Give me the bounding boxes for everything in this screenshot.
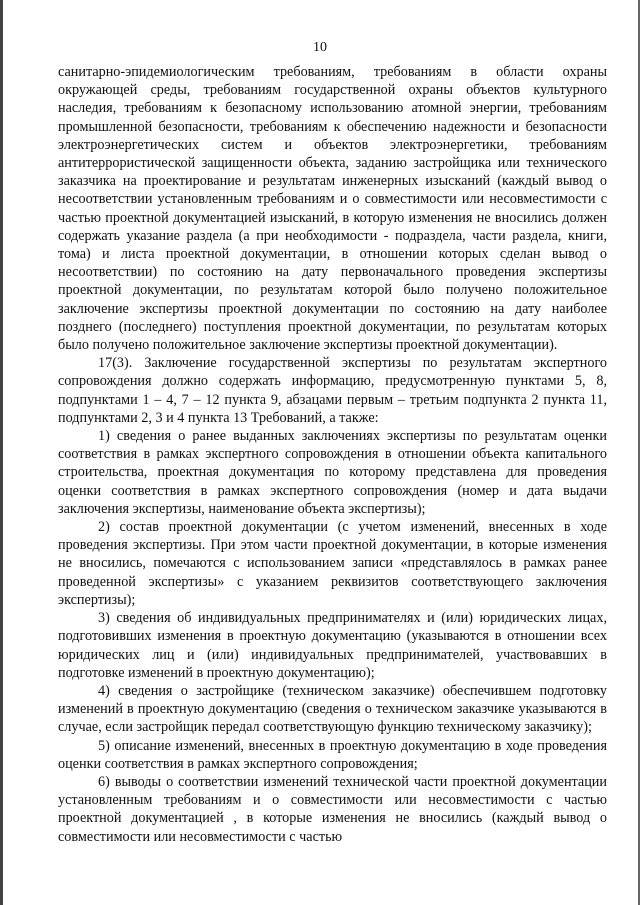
page-number: 10 (313, 40, 327, 55)
list-item-3: 3) сведения об индивидуальных предпринимателях и (или) юридических лицах, подготовивших изменения в проектную документацию (указываются в отношении всех юридических лиц и (или) индивидуальных предпринимателей, участвовавших в подготовке изменений в проектную документацию); (58, 610, 607, 681)
document-body (58, 63, 607, 846)
paragraph-17-3: 17(3). Заключение государственной экспертизы по результатам экспертного сопровождения должно содержать информацию, предусмотренную пунктами 5, 8, подпунктами 1 – 4, 7 – 12 пункта 9, абзацами первым – третьим подпункта 2 пункта 11, подпунктами 2, 3 и 4 пункта 13 Требований, а также: (58, 355, 607, 426)
scan-left-edge (0, 0, 3, 905)
list-item-4: 4) сведения о застройщике (техническом заказчике) обеспечившем подготовку изменений в проектную документацию (сведения о техническом заказчике указываются в случае, если застройщик передал соответствующую функцию техническому заказчику); (58, 682, 607, 736)
list-item-5: 5) описание изменений, внесенных в проектную документацию в ходе проведения оценки соответствия в рамках экспертного сопровождения; (58, 737, 607, 772)
list-item-2: 2) состав проектной документации (с учетом изменений, внесенных в ходе проведения экспертизы. При этом части проектной документации, в которые изменения не вносились, помечаются с использованием записи «представлялось в рамках ранее проведенной экспертизы» с указанием реквизитов соответствующего заключения экспертизы); (58, 519, 607, 608)
list-item-6: 6) выводы о соответствии изменений технической части проектной документации установленным требованиям и о совместимости или несовместимости с частью проектной документацией , в которые изменения не вносились (каждый вывод о совместимости или несовместимости с частью (58, 773, 607, 845)
paragraph-continuation: санитарно-эпидемиологическим требованиям, требованиям в области охраны окружающей среды, требованиям государственной охраны объектов культурного наследия, требованиям к безопасному использованию атомной энергии, требованиям промышленной безопасности, требованиям к обеспечению надежности и безопасности электроэнергетических систем и объектов электроэнергетики, требованиям антитеррористической защищенности объекта, заданию застройщика или технического заказчика на проектирование и результатам инженерных изысканий (каждый вывод о несоответствии установленным требованиям и о совместимости или несовместимости с частью проектной документацией изысканий, в которую изменения не вносились должен содержать указание раздела (а при необходимости - подраздела, части раздела, книги, тома) и листа проектной документации, в отношении которых сделан вывод о несоответствии) по состоянию на дату первоначального проведения экспертизы проектной документации, по результатам которой было получено положительное заключение экспертизы проектной документации по состоянию на дату наиболее позднего (последнего) поступления проектной документации, по результатам которых было получено положительное заключение экспертизы проектной документации). (58, 64, 607, 354)
list-item-1: 1) сведения о ранее выданных заключениях экспертизы по результатам оценки соответствия в рамках экспертного сопровождения в отношении объекта капитального строительства, проектная документация по которому представлена для проведения оценки соответствия в рамках экспертного сопровождения (номер и дата выдачи заключения экспертизы, наименование объекта экспертизы); (58, 428, 607, 517)
